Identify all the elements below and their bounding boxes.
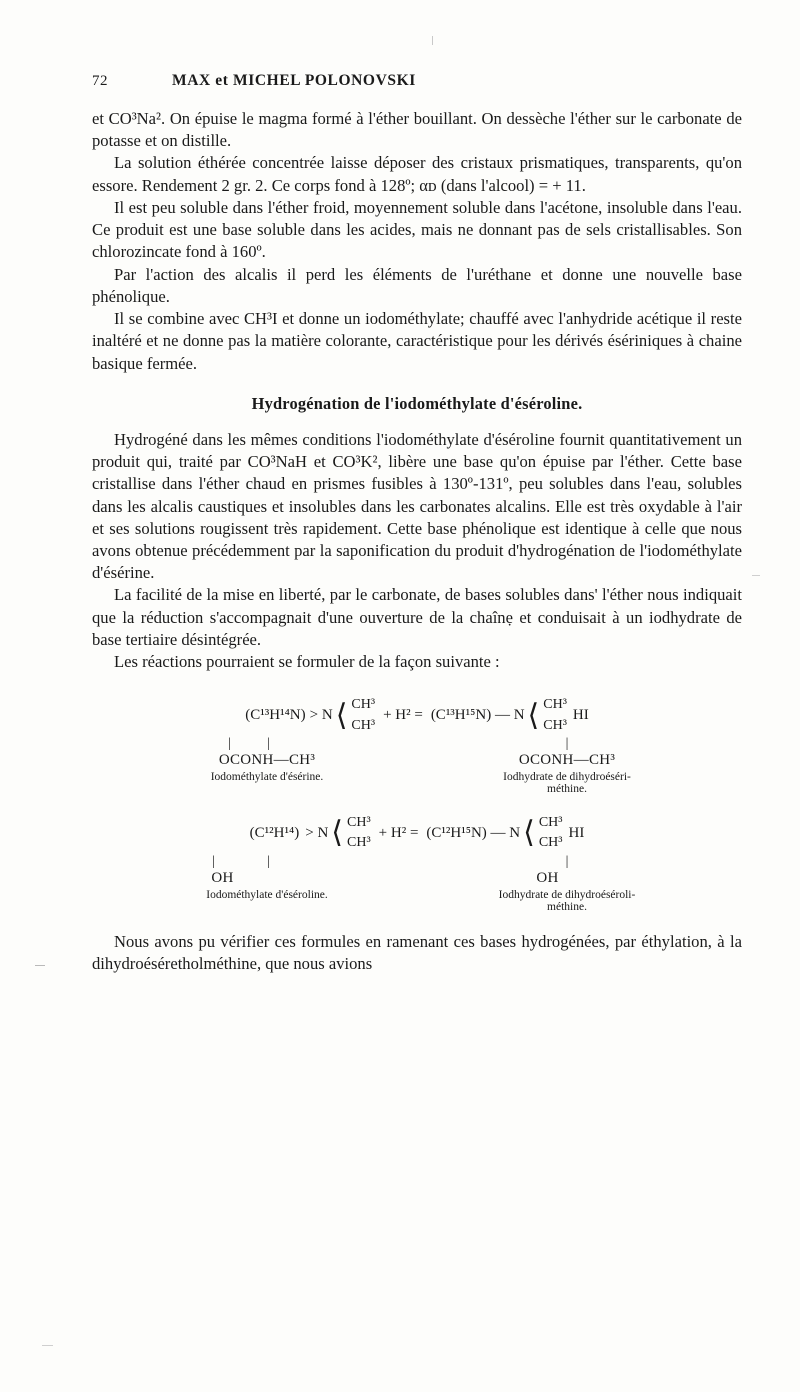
equation-2-main xyxy=(92,813,742,854)
equation-1-right-caption-line1: Iodhydrate de dihydroéséri- xyxy=(503,770,631,783)
bottom-margin xyxy=(92,975,742,1145)
equation-1 xyxy=(92,695,742,795)
paragraph-7: La facilité de la mise en liberté, par le carbonate, de bases solubles dans' l'éther nous indiquait que la réduction s'accompagnait d'une ouverture de la chaînẹ et conduisait à un iodhydrate de base tertiaire désintégrée. xyxy=(92,585,742,649)
equation-1-operator: + H² = xyxy=(383,707,423,724)
brace-icon: ⟨ xyxy=(523,816,535,850)
equation-2-right-branch-top: CH³ xyxy=(538,814,563,830)
page-header xyxy=(92,72,742,90)
paragraph-1: et CO³Na². On épuise le magma formé à l'éther bouillant. On dessèche l'éther sur le carbonate de potasse et on distille. xyxy=(92,109,742,151)
equation-2-right-bond: | xyxy=(565,853,569,869)
equation-1-substituents xyxy=(92,753,742,768)
equation-1-left xyxy=(245,695,375,736)
equation-1-left-caption: Iodométhylate d'ésérine. xyxy=(210,770,324,783)
equation-1-left-connector: > N xyxy=(309,707,333,724)
equation-1-right-branch-top: CH³ xyxy=(543,697,567,713)
equation-1-right xyxy=(431,695,589,736)
equation-2-left-branch-top: CH³ xyxy=(347,814,371,830)
equation-2-right-caption xyxy=(417,889,717,913)
registration-mark-top xyxy=(432,36,433,45)
equation-1-left-bond: || xyxy=(228,735,306,751)
equation-1-right-under: OCONH—CH³ xyxy=(518,751,616,768)
paragraph-8: Les réactions pourraient se formuler de la façon suivante : xyxy=(114,652,500,672)
equation-2-right-under: OH xyxy=(536,869,559,886)
equation-2-substituents xyxy=(92,871,742,886)
equation-2-left-branch-bottom: CH³ xyxy=(347,835,371,851)
equation-2-right xyxy=(426,813,584,854)
equation-2-right-caption-line2: méthine. xyxy=(547,900,587,913)
equation-2-bonds xyxy=(92,855,742,869)
page-content xyxy=(92,72,742,1145)
equation-2-right-formula: (C¹²H¹⁵N) — N xyxy=(426,824,521,841)
equation-2-left-under: OH xyxy=(211,869,234,886)
equation-1-left-under: OCONH—CH³ xyxy=(218,751,316,768)
equation-1-right-branch-bottom: CH³ xyxy=(543,717,567,733)
equation-1-right-branch xyxy=(543,695,567,736)
paragraph-5: Il se combine avec CH³I et donne un iodométhylate; chauffé avec l'anhydride acétique il reste inaltéré et ne donne pas la matière colorante, caractéristique pour les dérivés ésériniques à chaine basique fermée. xyxy=(92,309,742,373)
equation-1-right-caption-line2: méthine. xyxy=(547,782,587,795)
brace-icon: ⟨ xyxy=(527,698,540,732)
equation-1-bonds xyxy=(92,737,742,751)
brace-icon: ⟨ xyxy=(335,698,348,732)
paragraph-4: Par l'action des alcalis il perd les éléments de l'uréthane et donne une nouvelle base phénolique. xyxy=(92,264,742,306)
equation-1-captions xyxy=(92,771,742,795)
equation-1-left-formula: (C¹³H¹⁴N) xyxy=(245,707,306,724)
equation-1-main xyxy=(92,695,742,736)
equation-2-right-branch xyxy=(539,813,563,854)
section-heading: Hydrogénation de l'iodométhylate d'éséroline. xyxy=(251,393,583,413)
equation-1-left-branch xyxy=(351,695,375,736)
paragraph-3: Il est peu soluble dans l'éther froid, moyennement soluble dans l'acétone, insoluble dans l'eau. Ce produit est une base soluble dans les acides, mais ne donnant pas de sels cristallisables. Son chlorozincate fond à 160º. xyxy=(92,197,742,262)
equation-2-left xyxy=(250,813,371,854)
equation-1-right-bond: | xyxy=(565,735,569,751)
equation-2-left-caption: Iodométhylate d'éséroline. xyxy=(206,888,328,901)
equation-2-left-branch xyxy=(347,813,371,854)
equation-2-captions xyxy=(92,889,742,913)
equation-2-operator: + H² = xyxy=(378,824,419,841)
equation-1-right-formula: (C¹³H¹⁵N) — N xyxy=(430,707,525,724)
equation-1-right-tail: HI xyxy=(572,707,589,724)
registration-mark-right xyxy=(752,575,760,576)
equation-2-right-caption-line1: Iodhydrate de dihydroéséroli- xyxy=(498,888,636,901)
equation-2 xyxy=(92,813,742,913)
paragraph-2: La solution éthérée concentrée laisse déposer des cristaux prismatiques, transparents, qu'on essore. Rendement 2 gr. 2. Ce corps fond à 128º; αᴅ (dans l'alcool) = + 11. xyxy=(92,153,742,195)
equation-2-left-connector: > N xyxy=(305,824,329,841)
registration-mark-bottom xyxy=(42,1345,53,1346)
equation-1-right-caption xyxy=(417,771,717,795)
equation-1-left-branch-top: CH³ xyxy=(351,697,376,713)
equation-2-left-bond: || xyxy=(212,853,322,869)
page-number: 72 xyxy=(92,73,108,89)
registration-mark-left xyxy=(35,965,45,966)
equation-1-left-branch-bottom: CH³ xyxy=(351,717,376,733)
paragraph-9: Nous avons pu vérifier ces formules en ramenant ces bases hydrogénées, par éthylation, à la dihydroéséretholméthine, que nous avions xyxy=(92,931,742,973)
chemical-equations xyxy=(92,695,742,912)
equation-2-right-tail: HI xyxy=(568,824,585,841)
brace-icon: ⟨ xyxy=(331,816,343,850)
running-head: MAX et MICHEL POLONOVSKI xyxy=(172,72,416,89)
equation-2-right-branch-bottom: CH³ xyxy=(538,835,563,851)
equation-2-left-formula: (C¹²H¹⁴) xyxy=(249,824,300,841)
paragraph-6: Hydrogéné dans les mêmes conditions l'iodométhylate d'éséroline fournit quantitativement un produit qui, traité par CO³NaH et CO³K², libère une base qu'on épuise par l'éther. Cette base cristallise dans l'éther chaud en prismes fusibles à 130º-131º, peu solubles dans l'eau, solubles dans les alcalis caustiques et insolubles dans les carbonates alcalins. Elle est très oxydable à l'air et ses solutions rougissent très rapidement. Cette base phénolique est identique à celle que nous avons obtenue précédemment par la saponification du produit d'hydrogénation de l'iodométhylate d'ésérine. xyxy=(92,429,742,583)
